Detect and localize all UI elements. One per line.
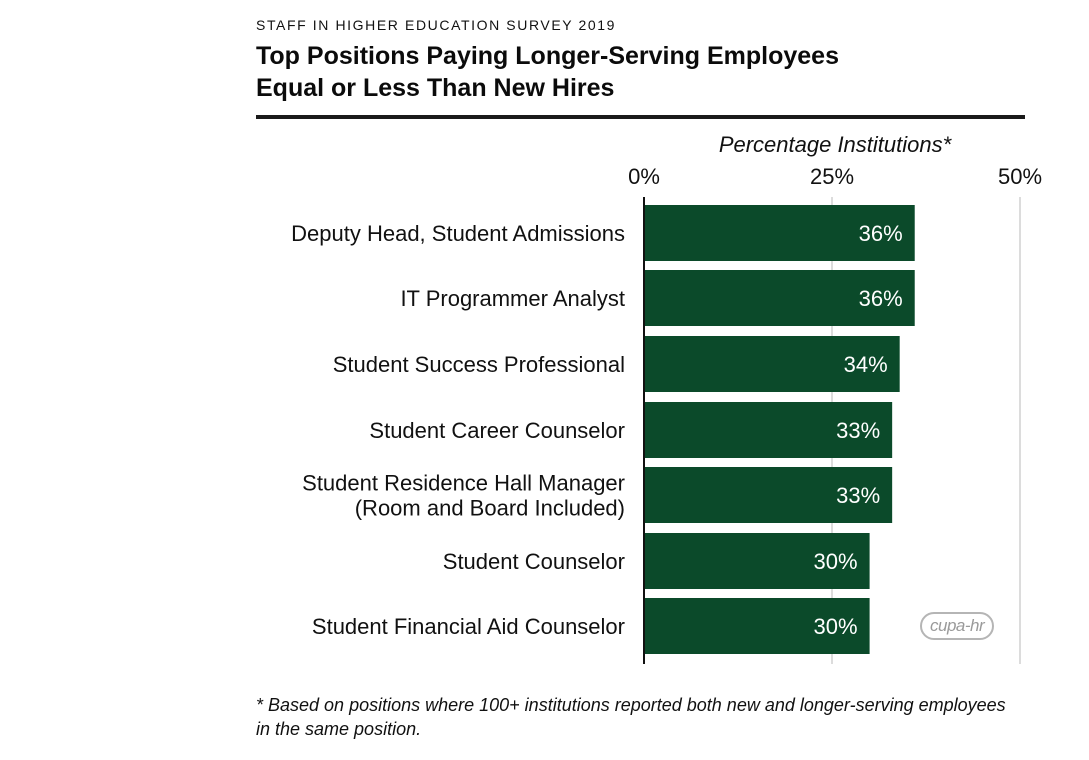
category-label-2: Student Success Professional [332,352,625,377]
bar-value-label-0: 36% [858,221,903,246]
category-label-1: IT Programmer Analyst [400,286,625,311]
category-label-0: Deputy Head, Student Admissions [291,221,625,246]
bar-value-label-3: 33% [836,418,881,443]
bar-value-label-6: 30% [813,614,858,639]
x-axis-title: Percentage Institutions* [718,132,952,157]
category-label-3: Student Career Counselor [369,418,625,443]
chart-footnote: * Based on positions where 100+ institutions reported both new and longer-serving employees in the same position. [256,695,1006,739]
category-label-4-line-1: (Room and Board Included) [354,495,625,521]
category-label-4-line-0: Student Residence Hall Manager [302,470,625,496]
x-tick-label-1: 25% [809,164,855,189]
x-tick-label-0: 0% [628,164,660,189]
bar-value-label-4: 33% [836,483,881,508]
bar-value-label-1: 36% [858,286,903,311]
category-label-6: Student Financial Aid Counselor [311,614,625,639]
x-tick-label-2: 50% [997,164,1043,189]
survey-kicker: STAFF IN HIGHER EDUCATION SURVEY 2019 [256,17,617,33]
bar-value-label-2: 34% [843,352,888,377]
bar-value-label-5: 30% [813,549,858,574]
chart-title-line-1: Top Positions Paying Longer-Serving Employees [256,42,839,70]
category-label-5: Student Counselor [442,549,625,574]
cupa-hr-logo: cupa-hr [920,612,994,640]
chart-title-line-2: Equal or Less Than New Hires [256,74,615,102]
